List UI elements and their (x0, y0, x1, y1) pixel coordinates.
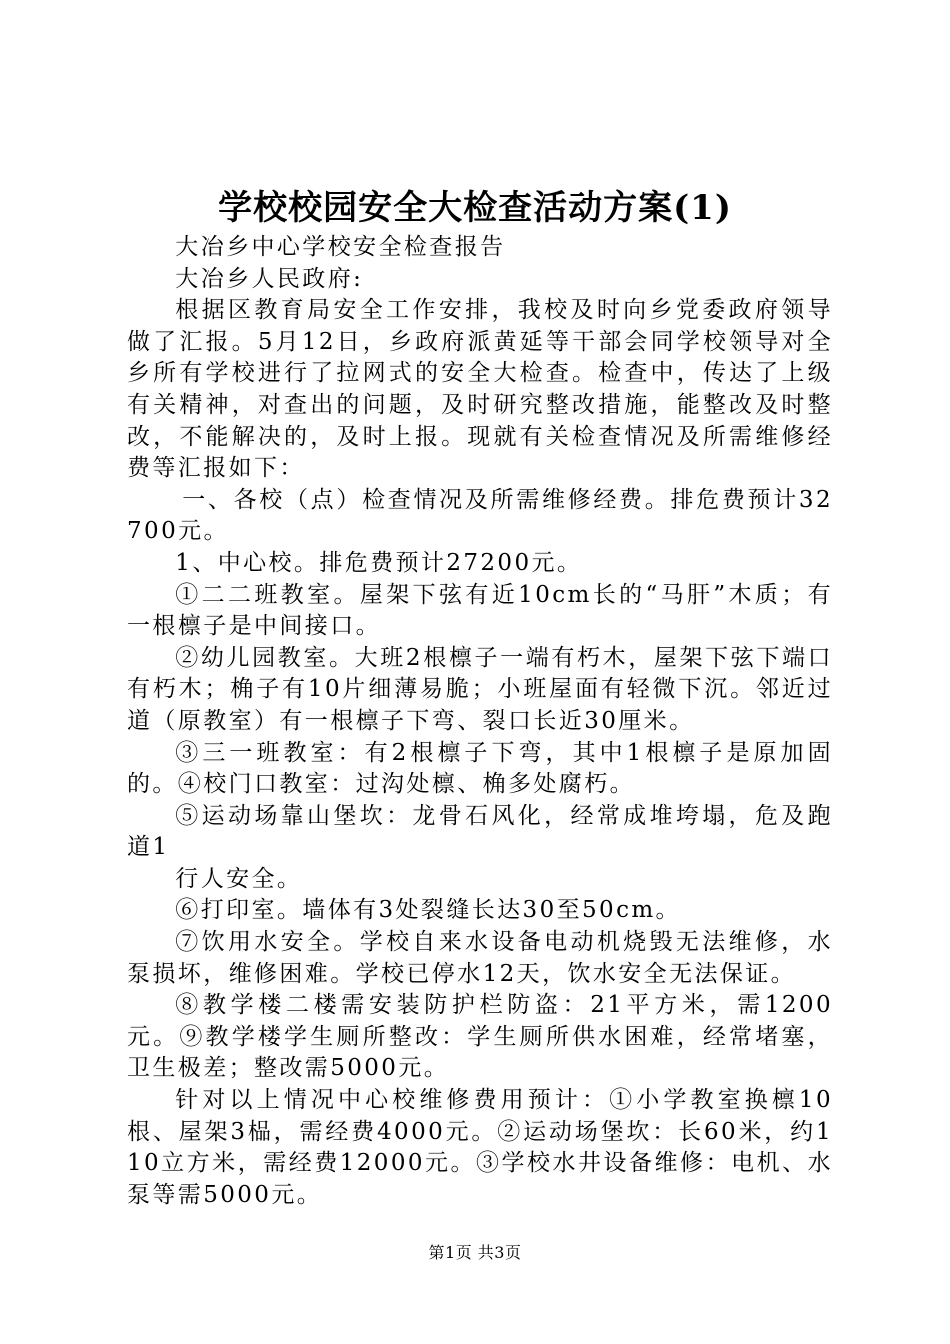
addressee: 大冶乡人民政府: (175, 265, 364, 292)
item-5-continuation: 行人安全。 (175, 865, 303, 892)
item-3-4-paragraph: ③三一班教室：有2根檩子下弯，其中1根檩子是原加固的。④校门口教室：过沟处檩、桷多处腐朽。 (127, 739, 833, 798)
item-6-paragraph: ⑥打印室。墙体有3处裂缝长达30至50cm。 (175, 897, 681, 924)
report-heading: 大冶乡中心学校安全检查报告 (175, 234, 506, 260)
item-2-paragraph: ②幼儿园教室。大班2根檩子一端有朽木，屋架下弦下端口有朽木；桷子有10片细薄易脆；小班屋面有轻微下沉。邻近过道（原教室）有一根檩子下弯、裂口长近30厘米。 (127, 644, 833, 734)
section-one-heading: 一、各校（点）检查情况及所需维修经费。排危费预计32700元。 (127, 486, 833, 545)
item-7-paragraph: ⑦饮用水安全。学校自来水设备电动机烧毁无法维修，水泵损坏，维修困难。学校已停水12天，饮水安全无法保证。 (127, 929, 833, 987)
cost-estimate-paragraph: 针对以上情况中心校维修费用预计：①小学教室换檩10根、屋架3榀，需经费4000元。②运动场堡坎：长60米，约110立方米，需经费12000元。③学校水井设备维修：电机、水泵等需5000元。 (127, 1087, 833, 1208)
intro-paragraph: 根据区教育局安全工作安排，我校及时向乡党委政府领导做了汇报。5月12日，乡政府派黄延等干部会同学校领导对全乡所有学校进行了拉网式的安全大检查。检查中，传达了上级有关精神，对查出的问题，及时研究整改措施，能整改及时整改，不能解决的，及时上报。现就有关检查情况及所需维修经费等汇报如下： (127, 297, 833, 482)
document-body (127, 232, 833, 1211)
central-school-heading: 1、中心校。排危费预计27200元。 (175, 549, 583, 576)
item-5-paragraph: ⑤运动场靠山堡坎：龙骨石风化，经常成堆垮塌，危及跑道1 (127, 802, 833, 861)
document-title: 学校校园安全大检查活动方案(1) (218, 188, 732, 228)
item-1-paragraph: ①二二班教室。屋架下弦有近10cm长的“马肝”木质；有一根檩子是中间接口。 (127, 581, 833, 640)
page-footer: 第1页 共3页 (428, 1243, 522, 1262)
item-8-9-paragraph: ⑧教学楼二楼需安装防护栏防盗：21平方米，需1200元。⑨教学楼学生厕所整改：学生厕所供水困难，经常堵塞，卫生极差；整改需5000元。 (127, 992, 833, 1082)
